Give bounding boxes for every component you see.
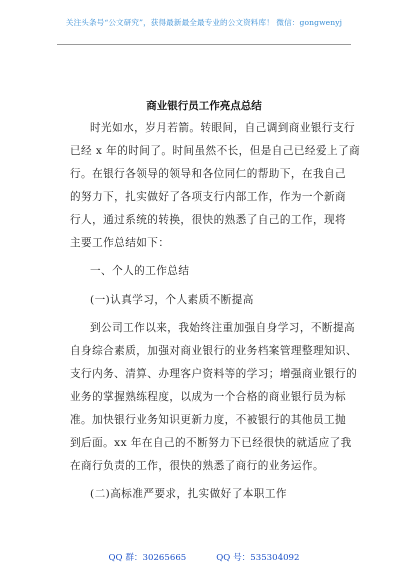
subsection-heading: (二)高标准严要求，扎实做好了本职工作 [90,488,287,500]
body-line: 自身综合素质，加强对商业银行的业务档案管理整理知识、 [70,345,358,357]
footer-qq-number: QQ 号：535304092 [216,553,300,563]
body-line: 准。加快银行业务知识更新力度，不被银行的其他员工抛 [70,414,347,426]
document-title: 商业银行员工作亮点总结 [146,100,262,112]
subsection-heading: (一)认真学习，个人素质不断提高 [90,294,254,306]
body-line: 时光如水，岁月若箭。转眼间，自己调到商业银行支行 [90,122,356,134]
body-line: 的努力下，扎实做好了各项支行内部工作，作为一个新商 [70,191,347,203]
header-promo-text: 关注头条号“公文研究”，获得最新最全最专业的公文资料库！ 微信：gongwenyj [65,18,343,27]
body-line: 在商行负责的工作，很快的熟悉了商行的业务运作。 [70,460,325,472]
footer-qq-group: QQ 群：30265665 [108,553,187,563]
body-line: 支行内务、清算、办理客户资料等的学习；增强商业银行的 [70,368,358,380]
body-line: 已经 x 年的时间了。时间虽然不长，但是自己已经爱上了商 [70,145,361,157]
page-footer [0,552,408,564]
body-line: 行。在银行各领导的领导和各位同仁的帮助下，在我自己 [70,168,347,180]
body-line: 到公司工作以来，我始终注重加强自身学习，不断提高 [90,322,356,334]
body-line: 到后面。xx 年在自己的不断努力下已经很快的就适应了我 [70,437,352,449]
body-line: 主要工作总结如下： [70,237,170,249]
page-header [0,17,408,28]
section-heading: 一、个人的工作总结 [90,265,190,277]
body-line: 业务的掌握熟练程度，以成为一个合格的商业银行员为标 [70,391,347,403]
header-divider [57,44,351,45]
body-line: 行人，通过系统的转换，很快的熟悉了自己的工作，现将 [70,214,347,226]
